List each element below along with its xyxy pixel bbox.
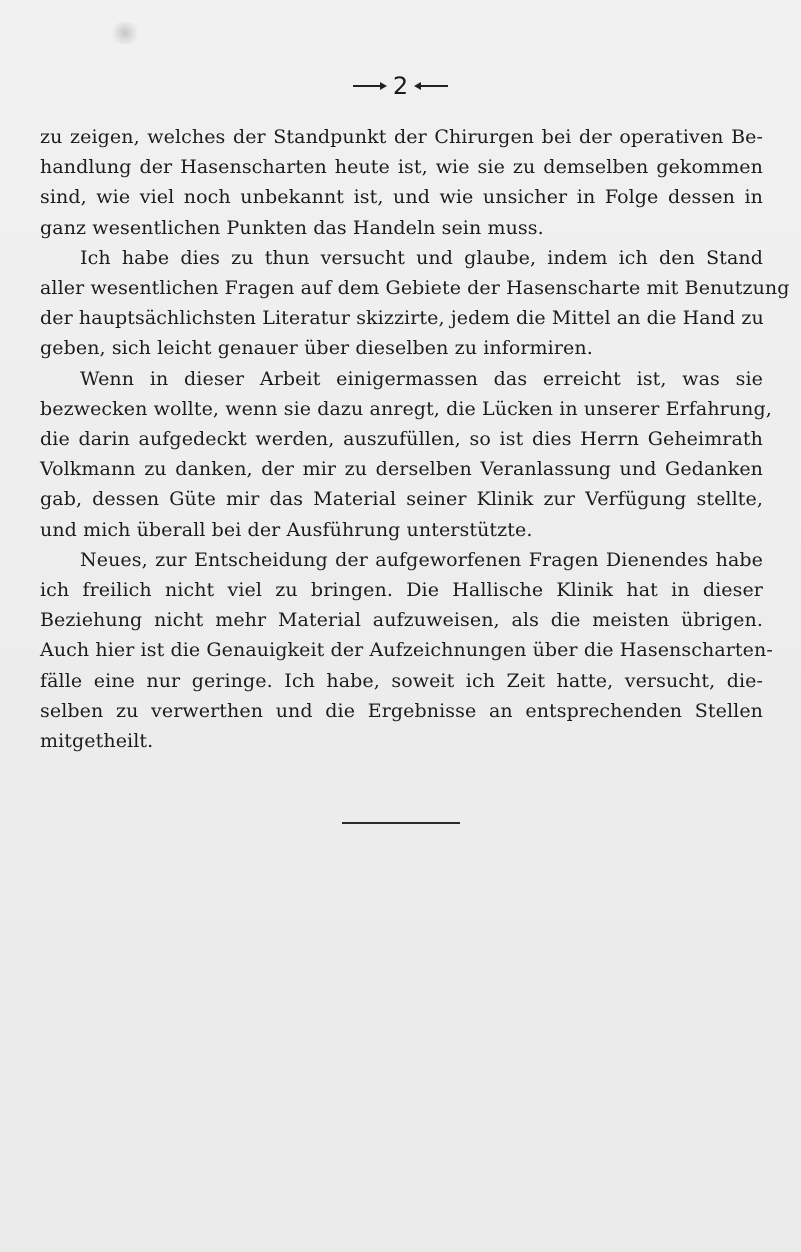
left-dash-ornament xyxy=(353,85,383,87)
text-line: bezwecken wollte, wenn sie dazu anregt, die Lücken in unserer Erfahrung, xyxy=(40,397,772,420)
right-dash-ornament xyxy=(418,85,448,87)
text-line: aller wesentlichen Fragen auf dem Gebiete der Hasenscharte mit Benutzung xyxy=(40,277,790,300)
text-line: mitgetheilt. xyxy=(40,730,154,753)
text-line: Beziehung nicht mehr Material aufzuweisen, als die meisten übrigen. xyxy=(40,609,763,632)
paragraph-2 xyxy=(40,243,790,364)
text-line: handlung der Hasenscharten heute ist, wie sie zu demselben gekommen xyxy=(40,156,763,179)
text-line: und mich überall bei der Ausführung unterstützte. xyxy=(40,518,533,541)
text-line: die darin aufgedeckt werden, auszufüllen, so ist dies Herrn Geheimrath xyxy=(40,428,763,451)
paragraph-3 xyxy=(40,364,772,545)
page-header xyxy=(0,74,801,98)
text-line: gab, dessen Güte mir das Material seiner Klinik zur Verfügung stellte, xyxy=(40,488,763,511)
page-number: 2 xyxy=(392,72,409,100)
text-line: ich freilich nicht viel zu bringen. Die Hallische Klinik hat in dieser xyxy=(40,579,763,602)
text-line: Auch hier ist die Genauigkeit der Aufzeichnungen über die Hasenscharten- xyxy=(40,639,773,662)
text-line: Volkmann zu danken, der mir zu derselben Veranlassung und Gedanken xyxy=(40,458,763,481)
text-line: Ich habe dies zu thun versucht und glaube, indem ich den Stand xyxy=(80,246,763,269)
text-line: Neues, zur Entscheidung der aufgeworfenen Fragen Dienendes habe xyxy=(80,548,763,571)
paragraph-4 xyxy=(40,545,773,756)
paragraph-1 xyxy=(40,122,763,243)
text-line: zu zeigen, welches der Standpunkt der Chirurgen bei der operativen Be- xyxy=(40,126,763,148)
text-line: fälle eine nur geringe. Ich habe, soweit ich Zeit hatte, versucht, die- xyxy=(40,669,763,692)
ink-smudge xyxy=(112,22,138,44)
text-line: sind, wie viel noch unbekannt ist, und wie unsicher in Folge dessen in xyxy=(40,186,763,209)
text-line: Wenn in dieser Arbeit einigermassen das erreicht ist, was sie xyxy=(80,367,763,390)
body-text xyxy=(40,122,790,756)
text-line: ganz wesentlichen Punkten das Handeln sein muss. xyxy=(40,216,544,239)
section-end-rule xyxy=(342,822,460,824)
text-line: der hauptsächlichsten Literatur skizzirte, jedem die Mittel an die Hand zu xyxy=(40,307,764,330)
text-line: geben, sich leicht genauer über dieselben zu informiren. xyxy=(40,337,593,360)
text-line: selben zu verwerthen und die Ergebnisse an entsprechenden Stellen xyxy=(40,699,763,722)
